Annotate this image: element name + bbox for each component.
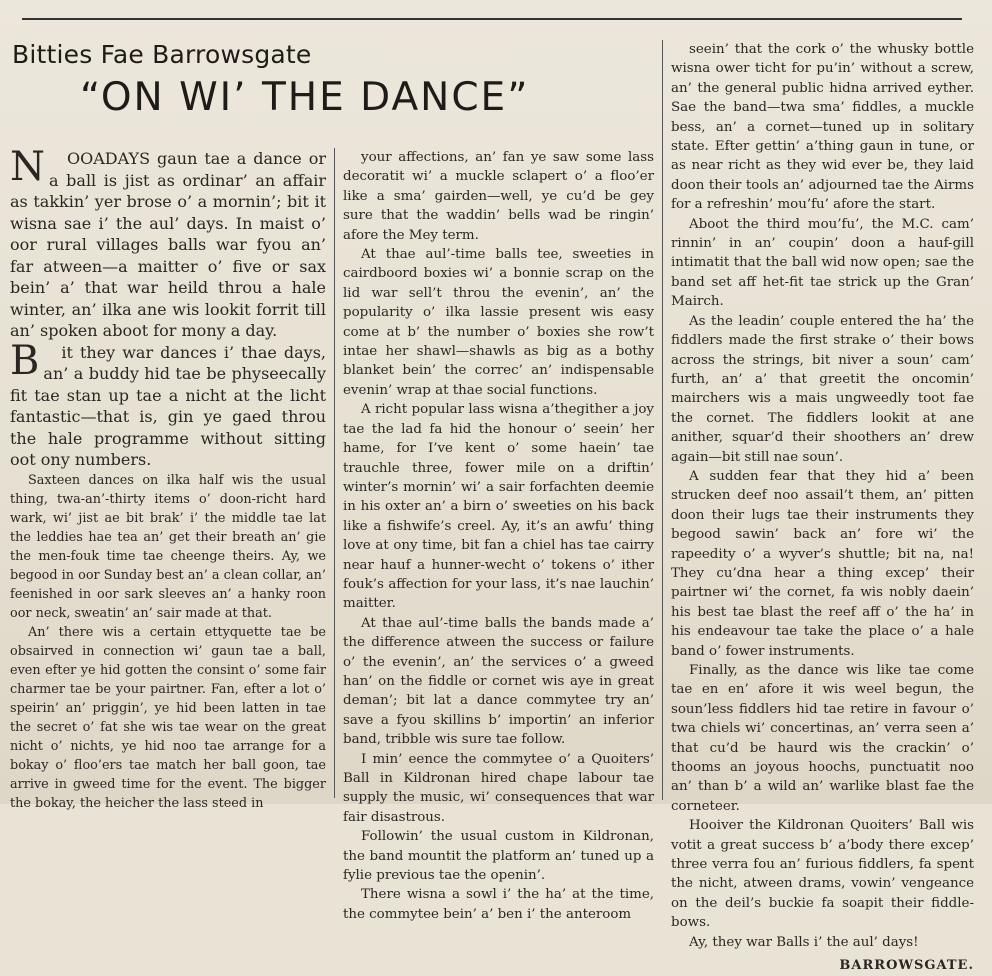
paragraph: Bit they war dances i’ thae days, an’ a buddy hid tae be physeecally fit tae stan up tae a nicht at the licht fantastic—that is, gin ye gaed throu the hale programme without sitting oot ony numbers. [10,337,326,469]
paragraph: NOOADAYS gaun tae a dance or a ball is jist as ordinar’ an affair as takkin’ yer brose o’ a mornin’; bit it wisna sae i’ the aul’ days. In maist o’ oor rural villages balls war fyou an’ far atween—a maitter o’ five or sax bein’ a’ that war heild throu a hale winter, an’ ilka ane wis lookit forrit till an’ spoken aboot for mony a day. [10,144,326,340]
column-3 [662,40,974,974]
article-header [10,40,650,120]
paragraph: There wisna a sowl i’ the ha’ at the time, the commytee bein’ a’ ben i’ the anteroom [343,887,654,922]
paragraph: At thae aul’-time balls the bands made a’ the difference atween the success or failure o’ the evenin’, an’ the services o’ a gweed han’ on the fiddle or cornet wis aye in great deman’; bit lat a dance commytee try an’ save a fyou skillins b’ importin’ an inferior band, tribble wis sure tae follow. [343,615,654,748]
top-rule [22,18,962,20]
column-1 [10,144,326,811]
paragraph: your affections, an’ fan ye saw some lass decoratit wi’ a muckle sclapert o’ a floo’er like a sma’ gairden—well, ye cu’d be gey sure that the waddin’ bells wad be ringin’ afore the Mey term. [343,150,654,243]
kicker-title: Bitties Fae Barrowsgate [12,40,312,69]
paragraph: Followin’ the usual custom in Kildronan, the band mountit the platform an’ tuned up a fylie previous tae the openin’. [343,829,654,884]
paragraph: I min’ eence the commytee o’ a Quoiters’ Ball in Kildronan hired chape labour tae supply the music, wi’ consequences that war fair disastrous. [343,751,654,825]
author-signature: BARROWSGATE. [839,958,974,974]
paragraph: Finally, as the dance wis like tae come tae en en’ afore it wis weel begun, the soun’less fiddlers hid tae retire in favour o’ twa chiels wi’ concertinas, an’ verra seen a’ that cu’d be haurd wis the crackin’ o’ thooms an joyous hoochs, punctuatit noo an’ than b’ a wild an’ warlike blast fae the corneteer. [671,663,974,814]
paragraph: At thae aul’-time balls tee, sweeties in cairdboord boxies wi’ a bonnie scrap on the lid war sell’t throu the evenin’, an’ the popularity o’ ilka lassie present wis easy come at b’ the number o’ boxies she row’t intae her shawl—shawls as big as a bothy blanket bein’ the correc’ an’ indispensable evenin’ wrap at thae social functions. [343,247,654,398]
paragraph: Aboot the third mou’fu’, the M.C. cam’ rinnin’ in an’ coupin’ doon a hauf-gill intimatit that the ball wid now open; sae the band set aff het-fit tae strick up the Gran’ Mairch. [671,216,974,310]
paragraph: Ay, they war Balls i’ the aul’ days! [689,934,919,950]
paragraph: A sudden fear that they hid a’ been strucken deef noo assail’t them, an’ pitten doon their lugs tae their instruments they begood sawin’ back an’ fore wi’ the rapeedity o’ a wyver’s shuttle; bit na, na! They cu’dna hear a thing excep’ their pairtner wi’ the cornet, fa wis nobly daein’ his best tae blast the reef aff o’ the ha’ in his endeavour tae take the place o’ a hale band o’ fower instruments. [671,468,974,659]
paragraph: A richt popular lass wisna a’thegither a joy tae the lad fa hid the honour o’ seein’ her hame, for I’ve kent o’ some haein’ tae trauchle three, fower mile on a driftin’ winter’s mornin’ wi’ a sair forfachten deemie in his oxter an’ a birn o’ sweeties on his back like a fishwife’s creel. Ay, it’s an awfu’ thing love at ony time, bit fan a chiel has tae cairry near hauf a hunner-wecht o’ tokens o’ ither fouk’s affection for your lass, it’s nae lauchin’ maitter. [343,402,654,612]
paragraph: As the leadin’ couple entered the ha’ the fiddlers made the first strake o’ their bows across the strings, bit niver a soun’ cam’ furth, an’ a’ that greetit the oncomin’ mairchers wis a mais ungweedly toot fae the cornet. The fiddlers lookit at ane anither, squar’d their shoothers an’ drew again—bit still nae soun’. [671,313,974,465]
paragraph: Saxteen dances on ilka half wis the usual thing, twa-an’-thirty items o’ doon-richt hard wark, wi’ jist ae bit brak’ i’ the middle tae lat the leddies hae tea an’ get their breath an’ gie the men-fouk time tae cheenge theirs. Ay, we begood in oor Sunday best an’ a clean collar, an’ feenished in oor sark sleeves an’ a hanky roon oor neck, sweatin’ an’ sair made at that. [10,472,326,621]
paragraph: seein’ that the cork o’ the whusky bottle wisna ower ticht for pu’in’ without a screw, an’ the general public hidna arrived eyther. Sae the band—twa sma’ fiddles, a muckle bess, an’ a cornet—tuned up in solitary state. Efter gettin’ a’thing gaun in tune, or as near richt as they wid ever be, they laid doon their tools an’ adjourned tae the Airms for a refreshin’ mou’fu’ afore the start. [671,42,974,213]
column-2 [334,148,654,922]
paragraph: An’ there wis a certain ettyquette tae be obsairved in connection wi’ gaun tae a ball, even efter ye hid gotten the consint o’ some fair charmer tae be your pairtner. Fan, efter a lot o’ speirin’ an’ priggin’, ye hid been latten in tae the secret o’ fat she wis tae wear on the great nicht o’ nichts, ye hid noo tae arrange for a bokay o’ floo’ers tae match her ball goon, tae arrive in gweed time for the event. The bigger the bokay, the heicher the lass steed in [10,624,326,811]
paragraph: Hooiver the Kildronan Quoiters’ Ball wis votit a great success b’ a’body there excep’ three verra fou an’ furious fiddlers, fa spent the nicht, atween drams, vowin’ vengeance on the deil’s buckie fa soapit their fiddle-bows. [671,818,974,931]
headline: “ON WI’ THE DANCE” [80,75,530,120]
